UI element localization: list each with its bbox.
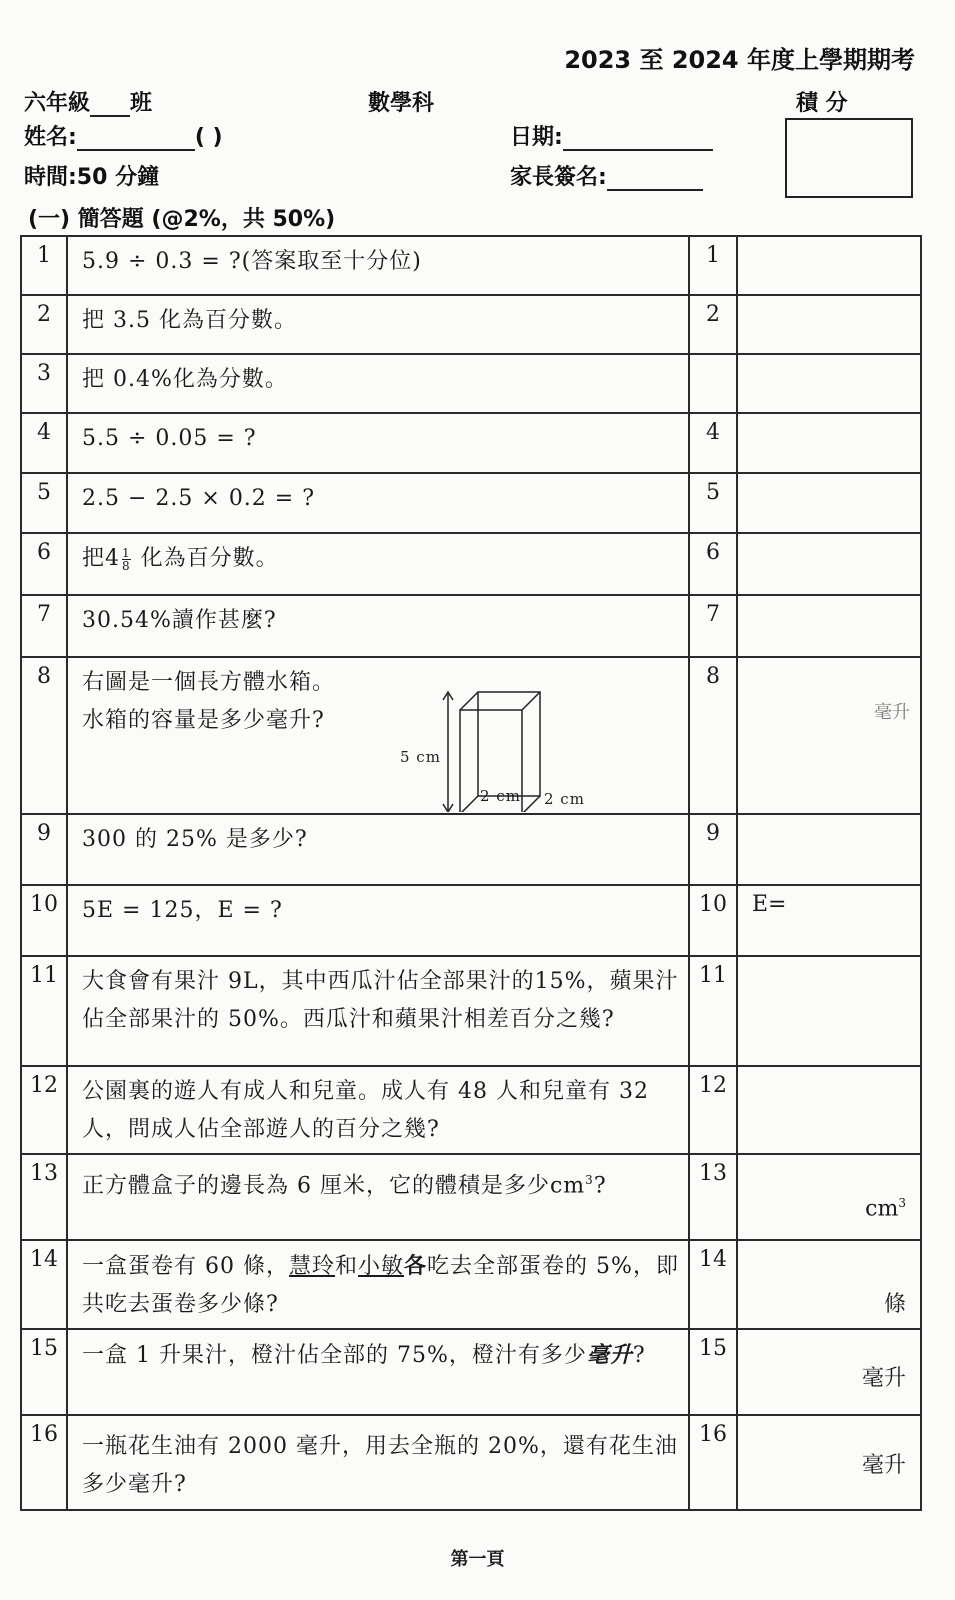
class-label: 六年級 [24, 91, 91, 116]
height-label: 5 cm [400, 748, 441, 766]
question-text: 5.5 ÷ 0.05 = ? [67, 413, 689, 473]
table-row [21, 354, 921, 413]
answer-number: 15 [689, 1329, 737, 1415]
question-text: 大食會有果汁 9L，其中西瓜汁佔全部果汁的15%，蘋果汁佔全部果汁的 50%。西瓜汁和蘋果汁相差百分之幾? [67, 956, 689, 1066]
question-number: 9 [21, 814, 67, 885]
question-number: 5 [21, 473, 67, 533]
question-text-before: 一盒 1 升果汁，橙汁佔全部的 75%，橙汁有多少 [82, 1343, 587, 1368]
table-row [21, 413, 921, 473]
answer-cell[interactable] [737, 885, 921, 956]
mixed-fraction [122, 547, 131, 572]
answer-number: 5 [689, 473, 737, 533]
answer-number: 11 [689, 956, 737, 1066]
answer-cell[interactable] [737, 595, 921, 657]
question-number: 12 [21, 1066, 67, 1154]
question-text: 把 3.5 化為百分數。 [67, 295, 689, 354]
answer-unit [865, 1196, 906, 1221]
answer-cell[interactable] [737, 1066, 921, 1154]
question-text-before: 正方體盒子的邊長為 6 厘米，它的體積是多少cm [82, 1173, 586, 1199]
answer-number: 10 [689, 885, 737, 956]
parent-signature-line [510, 160, 703, 191]
answer-unit: 條 [883, 1292, 906, 1317]
unit-text: cm [865, 1196, 899, 1221]
fraction-denominator: 8 [122, 558, 131, 573]
question-number: 3 [21, 354, 67, 413]
underlined-name: 小敏 [358, 1254, 405, 1279]
question-text [67, 533, 689, 595]
date-blank[interactable] [563, 149, 713, 151]
question-number: 11 [21, 956, 67, 1066]
table-row [21, 473, 921, 533]
score-label: 積 分 [796, 91, 848, 116]
superscript: 3 [585, 1173, 594, 1187]
table-row [21, 1240, 921, 1329]
question-line: 水箱的容量是多少毫升? [82, 708, 325, 733]
question-table [20, 235, 922, 1511]
name-label: 姓名: [24, 125, 77, 150]
question-text-before: 把4 [82, 546, 120, 571]
question-text-after: ? [632, 1343, 646, 1368]
page-footer: 第一頁 [450, 1549, 505, 1570]
table-row [21, 595, 921, 657]
answer-cell[interactable] [737, 956, 921, 1066]
answer-cell[interactable] [737, 1329, 921, 1415]
table-row [21, 533, 921, 595]
answer-cell[interactable] [737, 473, 921, 533]
width-label: 2 cm [480, 787, 521, 805]
question-text: 公園裏的遊人有成人和兒童。成人有 48 人和兒童有 32 人，問成人佔全部遊人的百分之幾? [67, 1066, 689, 1154]
question-line: 右圖是一個長方體水箱。 [82, 670, 336, 695]
answer-cell[interactable] [737, 1240, 921, 1329]
parent-signature-blank[interactable] [607, 189, 703, 191]
table-row [21, 1066, 921, 1154]
answer-number: 14 [689, 1240, 737, 1329]
question-text: 300 的 25% 是多少? [67, 814, 689, 885]
question-text [67, 1240, 689, 1329]
underlined-name: 慧玲 [288, 1254, 335, 1279]
table-row [21, 1154, 921, 1240]
unit-superscript: 3 [898, 1195, 906, 1210]
question-text [67, 1154, 689, 1240]
question-number: 13 [21, 1154, 67, 1240]
question-number: 7 [21, 595, 67, 657]
italic-word: 毫升 [586, 1342, 633, 1368]
answer-number [689, 354, 737, 413]
question-text [67, 1329, 689, 1415]
question-text: 2.5 − 2.5 × 0.2 = ? [67, 473, 689, 533]
answer-cell[interactable] [737, 657, 921, 814]
question-text-after: ? [593, 1173, 607, 1199]
table-row [21, 1329, 921, 1415]
question-number: 4 [21, 413, 67, 473]
answer-cell[interactable] [737, 236, 921, 295]
table-row [21, 657, 921, 814]
parent-signature-label: 家長簽名: [510, 165, 607, 190]
question-text: 5E = 125，E = ? [67, 885, 689, 956]
table-row [21, 885, 921, 956]
fraction-numerator: 1 [122, 545, 131, 560]
table-row [21, 295, 921, 354]
question-text: 5.9 ÷ 0.3 = ?(答案取至十分位) [67, 236, 689, 295]
class-suffix: 班 [130, 91, 153, 116]
question-text-before: 一盒蛋卷有 60 條， [82, 1254, 289, 1279]
answer-cell[interactable] [737, 814, 921, 885]
table-row [21, 814, 921, 885]
subject-title: 數學科 [368, 91, 435, 116]
depth-label: 2 cm [544, 790, 585, 808]
class-blank[interactable] [90, 115, 130, 117]
question-number: 16 [21, 1415, 67, 1510]
answer-cell[interactable] [737, 354, 921, 413]
answer-cell[interactable] [737, 1154, 921, 1240]
question-number: 15 [21, 1329, 67, 1415]
question-text-after: 化為百分數。 [132, 546, 279, 571]
answer-number: 9 [689, 814, 737, 885]
table-row [21, 1415, 921, 1510]
question-number: 8 [21, 657, 67, 814]
question-text-mid: 和 [335, 1254, 359, 1279]
answer-prefix: E= [752, 892, 787, 917]
answer-number: 16 [689, 1415, 737, 1510]
answer-cell[interactable] [737, 1415, 921, 1510]
question-text: 30.54%讀作甚麼? [67, 595, 689, 657]
name-blank[interactable] [77, 149, 195, 151]
answer-number: 6 [689, 533, 737, 595]
date-line [510, 120, 713, 151]
class-number-bracket: ( ) [194, 125, 223, 150]
answer-cell[interactable] [737, 413, 921, 473]
answer-number: 12 [689, 1066, 737, 1154]
answer-number: 8 [689, 657, 737, 814]
answer-number: 4 [689, 413, 737, 473]
exam-title: 2023 至 2024 年度上學期期考 [564, 46, 915, 74]
name-line [24, 120, 223, 151]
answer-unit: 毫升 [861, 1453, 906, 1478]
answer-number: 1 [689, 236, 737, 295]
answer-cell[interactable] [737, 295, 921, 354]
date-label: 日期: [510, 125, 563, 150]
section-title: (一) 簡答題 (@2%，共 50%) [28, 207, 336, 232]
score-box[interactable] [785, 118, 913, 198]
table-row [21, 956, 921, 1066]
question-number: 6 [21, 533, 67, 595]
question-number: 2 [21, 295, 67, 354]
question-text: 把 0.4%化為分數。 [67, 354, 689, 413]
answer-cell[interactable] [737, 533, 921, 595]
time-label: 時間:50 分鐘 [24, 165, 160, 190]
answer-unit: 毫升 [861, 1366, 906, 1391]
table-row [21, 236, 921, 295]
answer-unit: 毫升 [874, 702, 910, 723]
bold-word: 各 [404, 1253, 428, 1279]
answer-number: 2 [689, 295, 737, 354]
answer-number: 7 [689, 595, 737, 657]
question-text [67, 657, 689, 814]
class-line [24, 86, 152, 117]
question-text: 一瓶花生油有 2000 毫升，用去全瓶的 20%，還有花生油多少毫升? [67, 1415, 689, 1510]
question-text-after: 吃去全部蛋卷的 5%，即共吃去蛋卷多少條? [82, 1254, 679, 1317]
answer-number: 13 [689, 1154, 737, 1240]
question-number: 1 [21, 236, 67, 295]
question-number: 14 [21, 1240, 67, 1329]
question-number: 10 [21, 885, 67, 956]
